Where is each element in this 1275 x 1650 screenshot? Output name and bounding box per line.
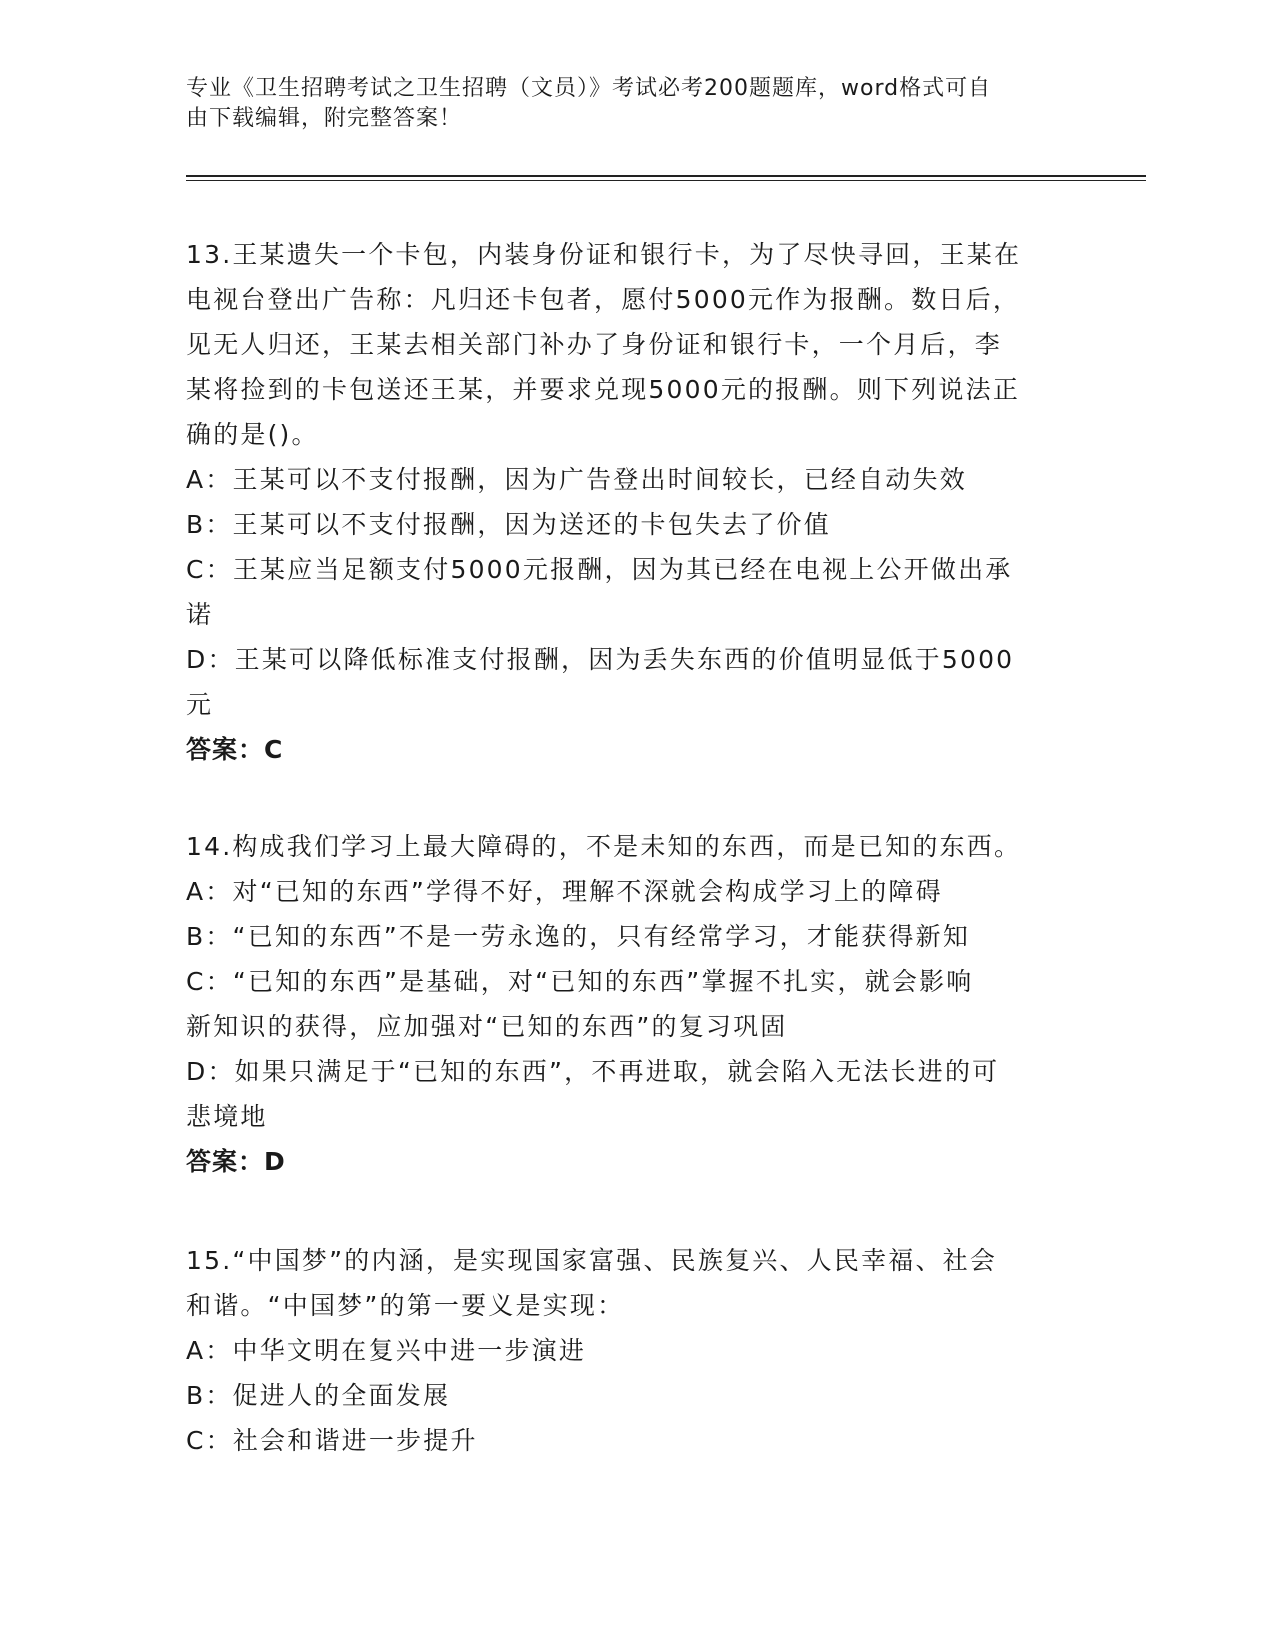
question-stem-line: 某将捡到的卡包送还王某，并要求兑现5000元的报酬。则下列说法正 — [186, 375, 1021, 404]
answer-13: 答案：C — [186, 735, 284, 764]
question-stem-line: 确的是()。 — [186, 420, 319, 449]
question-stem-line: 和谐。“中国梦”的第一要义是实现： — [186, 1291, 625, 1320]
option-b: B：“已知的东西”不是一劳永逸的，只有经常学习，才能获得新知 — [186, 922, 971, 951]
question-stem-line: 13.王某遗失一个卡包，内装身份证和银行卡，为了尽快寻回，王某在 — [186, 240, 1022, 269]
question-stem-line: 15.“中国梦”的内涵，是实现国家富强、民族复兴、人民幸福、社会 — [186, 1246, 998, 1275]
question-15 — [186, 1238, 1076, 1463]
option-d-continued: 元 — [186, 690, 214, 719]
question-stem-line: 14.构成我们学习上最大障碍的，不是未知的东西，而是已知的东西。 — [186, 832, 1022, 861]
option-c-continued: 新知识的获得，应加强对“已知的东西”的复习巩固 — [186, 1012, 788, 1041]
option-d: D：王某可以降低标准支付报酬，因为丢失东西的价值明显低于5000 — [186, 645, 1015, 674]
option-d: D：如果只满足于“已知的东西”，不再进取，就会陷入无法长进的可 — [186, 1057, 1000, 1086]
option-c: C：王某应当足额支付5000元报酬，因为其已经在电视上公开做出承 — [186, 555, 1013, 584]
option-c: C：“已知的东西”是基础，对“已知的东西”掌握不扎实，就会影响 — [186, 967, 974, 996]
question-14 — [186, 824, 1076, 1184]
header-divider-thin — [186, 180, 1146, 181]
option-a: A：王某可以不支付报酬，因为广告登出时间较长，已经自动失效 — [186, 465, 967, 494]
question-stem-line: 电视台登出广告称：凡归还卡包者，愿付5000元作为报酬。数日后， — [186, 285, 1021, 314]
option-b: B：促进人的全面发展 — [186, 1381, 451, 1410]
header-divider-thick — [186, 175, 1146, 177]
question-stem-line: 见无人归还，王某去相关部门补办了身份证和银行卡，一个月后，李 — [186, 330, 1003, 359]
answer-14: 答案：D — [186, 1147, 286, 1176]
option-a: A：对“已知的东西”学得不好，理解不深就会构成学习上的障碍 — [186, 877, 943, 906]
document-header — [186, 74, 1076, 134]
option-c: C：社会和谐进一步提升 — [186, 1426, 478, 1455]
option-a: A：中华文明在复兴中进一步演进 — [186, 1336, 587, 1365]
header-line-1: 专业《卫生招聘考试之卫生招聘（文员）》考试必考200题题库，word格式可自 — [186, 76, 992, 101]
header-line-2: 由下载编辑，附完整答案！ — [186, 106, 463, 131]
question-13 — [186, 232, 1076, 772]
option-c-continued: 诺 — [186, 600, 214, 629]
option-d-continued: 悲境地 — [186, 1102, 268, 1131]
option-b: B：王某可以不支付报酬，因为送还的卡包失去了价值 — [186, 510, 831, 539]
